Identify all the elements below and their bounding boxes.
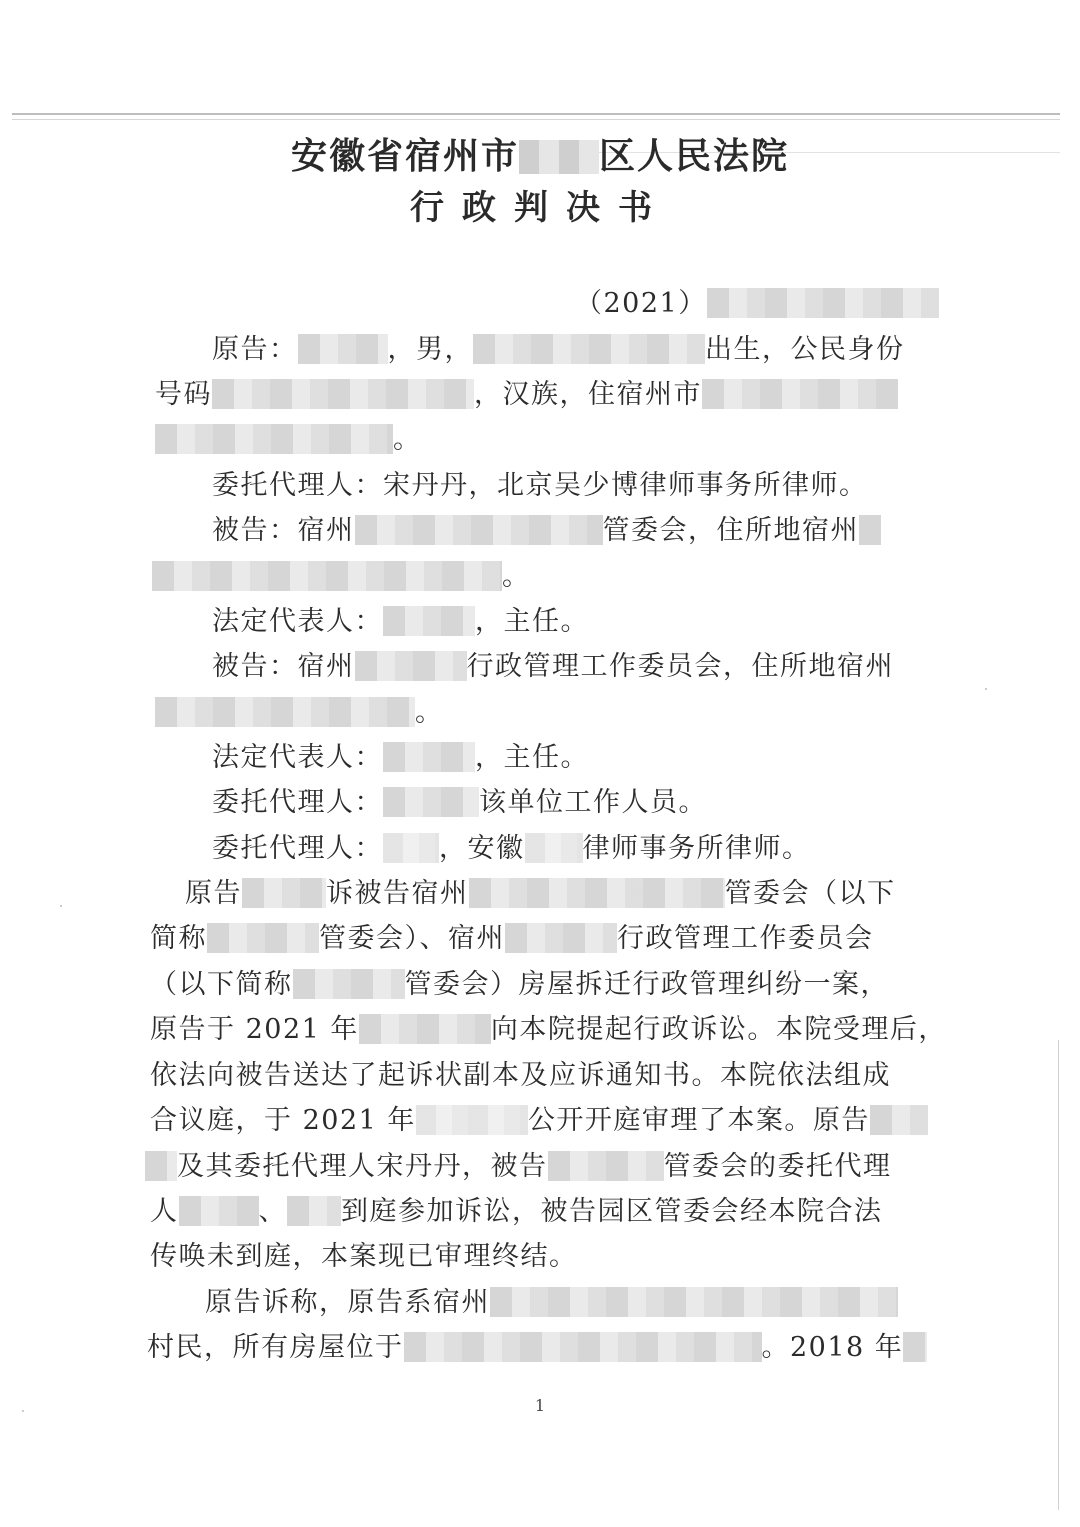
text-segment: 该单位工作人员。 [479,787,707,818]
text-segment: 管委会）、宿州 [319,923,505,954]
redacted-block [145,1151,177,1181]
redacted-block [505,923,617,953]
redacted-block [383,833,439,863]
redacted-block [702,379,898,409]
text-segment: 简称 [150,923,207,954]
text-segment: 委托代理人：宋丹丹，北京吴少博律师事务所律师。 [212,470,868,501]
redacted-block [207,923,319,953]
redacted-block [469,878,725,908]
redacted-block [179,1196,259,1226]
plaintiff-agent-line [212,469,868,503]
redacted-block [155,424,393,454]
defendant-2-representative-line [212,741,589,775]
case-summary-line-7 [145,1150,892,1184]
case-number-line [575,287,939,321]
case-summary-line-2 [150,922,874,956]
scan-speck [60,905,62,907]
case-number: （2021） [575,288,707,319]
redacted-block [359,1014,491,1044]
redacted-block [287,1196,341,1226]
text-segment: 原告 [185,878,242,909]
scan-edge-line [1058,1040,1059,1510]
text-segment: 诉被告宿州 [326,878,469,909]
text-segment: 村民，所有房屋位于 [147,1332,404,1363]
page-number: 1 [534,1396,546,1415]
text-segment: 行政管理工作委员会，住所地宿州 [466,651,894,682]
text-segment: 。 [393,424,422,455]
redacted-block [155,697,415,727]
redacted-block [525,833,583,863]
text-segment: 法定代表人： [212,606,383,637]
text-segment: ，主任。 [475,606,589,637]
text-segment: 被告：宿州 [212,651,355,682]
case-summary-line-8 [150,1195,883,1229]
case-summary-line-5 [150,1059,891,1093]
redacted-block [404,1332,762,1362]
text-segment: 律师事务所律师。 [582,833,811,864]
text-segment: 管委会）房屋拆迁行政管理纠纷一案， [404,969,889,1000]
text-segment: 向本院提起行政诉讼。本院受理后， [490,1014,947,1045]
case-summary-line-3 [150,968,889,1002]
text-segment: 依法向被告送达了起诉状副本及应诉通知书。本院依法组成 [150,1060,891,1091]
plaintiff-claim-line-2 [147,1331,927,1365]
redacted-block [859,515,881,545]
text-segment: ，安徽 [439,833,525,864]
text-segment: 委托代理人： [212,787,383,818]
text-segment: 号码 [155,379,212,410]
text-segment: 管委会（以下 [724,878,896,909]
header-rule-top [12,113,1060,115]
case-summary-line-4 [150,1013,947,1047]
text-segment: 被告：宿州 [212,515,355,546]
text-segment: 。 [502,561,531,592]
text-segment: 法定代表人： [212,742,383,773]
text-segment: 出生，公民身份 [705,334,905,365]
redacted-block [548,1151,664,1181]
redacted-block [416,1105,528,1135]
text-segment: 。2018 年 [761,1332,904,1363]
redacted-block [383,787,479,817]
text-segment: 到庭参加诉讼，被告园区管委会经本院合法 [341,1196,883,1227]
text-segment: 管委会，住所地宿州 [602,515,859,546]
text-segment: 人 [150,1196,179,1227]
text-segment: ，主任。 [475,742,589,773]
text-segment: 。 [415,697,444,728]
defendant-2-agent-line-1 [212,786,707,820]
court-name: 安徽省宿州市 区人民法院 [290,136,790,177]
redacted-block [212,379,474,409]
text-segment: 原告： [212,334,298,365]
redacted-block [293,969,405,999]
case-summary-line-1 [185,877,896,911]
redacted-block [355,651,467,681]
text-segment: 行政管理工作委员会 [617,923,874,954]
plaintiff-line-3 [155,423,422,457]
text-segment: ，汉族，住宿州市 [474,379,702,410]
text-segment: 合议庭，于 2021 年 [150,1105,416,1136]
scan-speck [22,1410,24,1412]
text-segment: （以下简称 [150,969,293,1000]
case-summary-line-9 [150,1240,578,1274]
redacted-block [519,140,599,174]
text-segment: 委托代理人： [212,833,383,864]
defendant-1-line-2 [152,560,531,594]
document-type-title: 行政判决书 [410,188,670,228]
redacted-block [473,334,705,364]
header-rule-second [12,119,1060,120]
plaintiff-line-2 [155,378,898,412]
text-segment: 管委会的委托代理 [663,1151,892,1182]
redacted-block [355,515,603,545]
defendant-1-representative-line [212,605,589,639]
redacted-block [152,561,502,591]
plaintiff-claim-line-1 [205,1286,898,1320]
text-segment: 、 [258,1196,287,1227]
redacted-block [903,1332,927,1362]
redacted-block [383,742,475,772]
redacted-block [870,1105,928,1135]
scan-speck [985,688,987,690]
defendant-1-line-1 [212,514,881,548]
defendant-2-line-2 [155,696,444,730]
text-segment: 原告于 2021 年 [150,1014,359,1045]
redacted-block [298,334,388,364]
text-segment: 原告诉称，原告系宿州 [205,1287,490,1318]
text-segment: 及其委托代理人宋丹丹，被告 [177,1151,548,1182]
defendant-2-agent-line-2 [212,832,811,866]
text-segment: 公开开庭审理了本案。原告 [527,1105,870,1136]
redacted-block [490,1287,898,1317]
redacted-block [383,606,475,636]
plaintiff-line-1 [212,333,905,367]
redacted-block [707,288,939,318]
defendant-2-line-1 [212,650,894,684]
text-segment: ，男， [387,334,473,365]
case-summary-line-6 [150,1104,928,1138]
text-segment: 传唤未到庭，本案现已审理终结。 [150,1241,578,1272]
redacted-block [242,878,326,908]
